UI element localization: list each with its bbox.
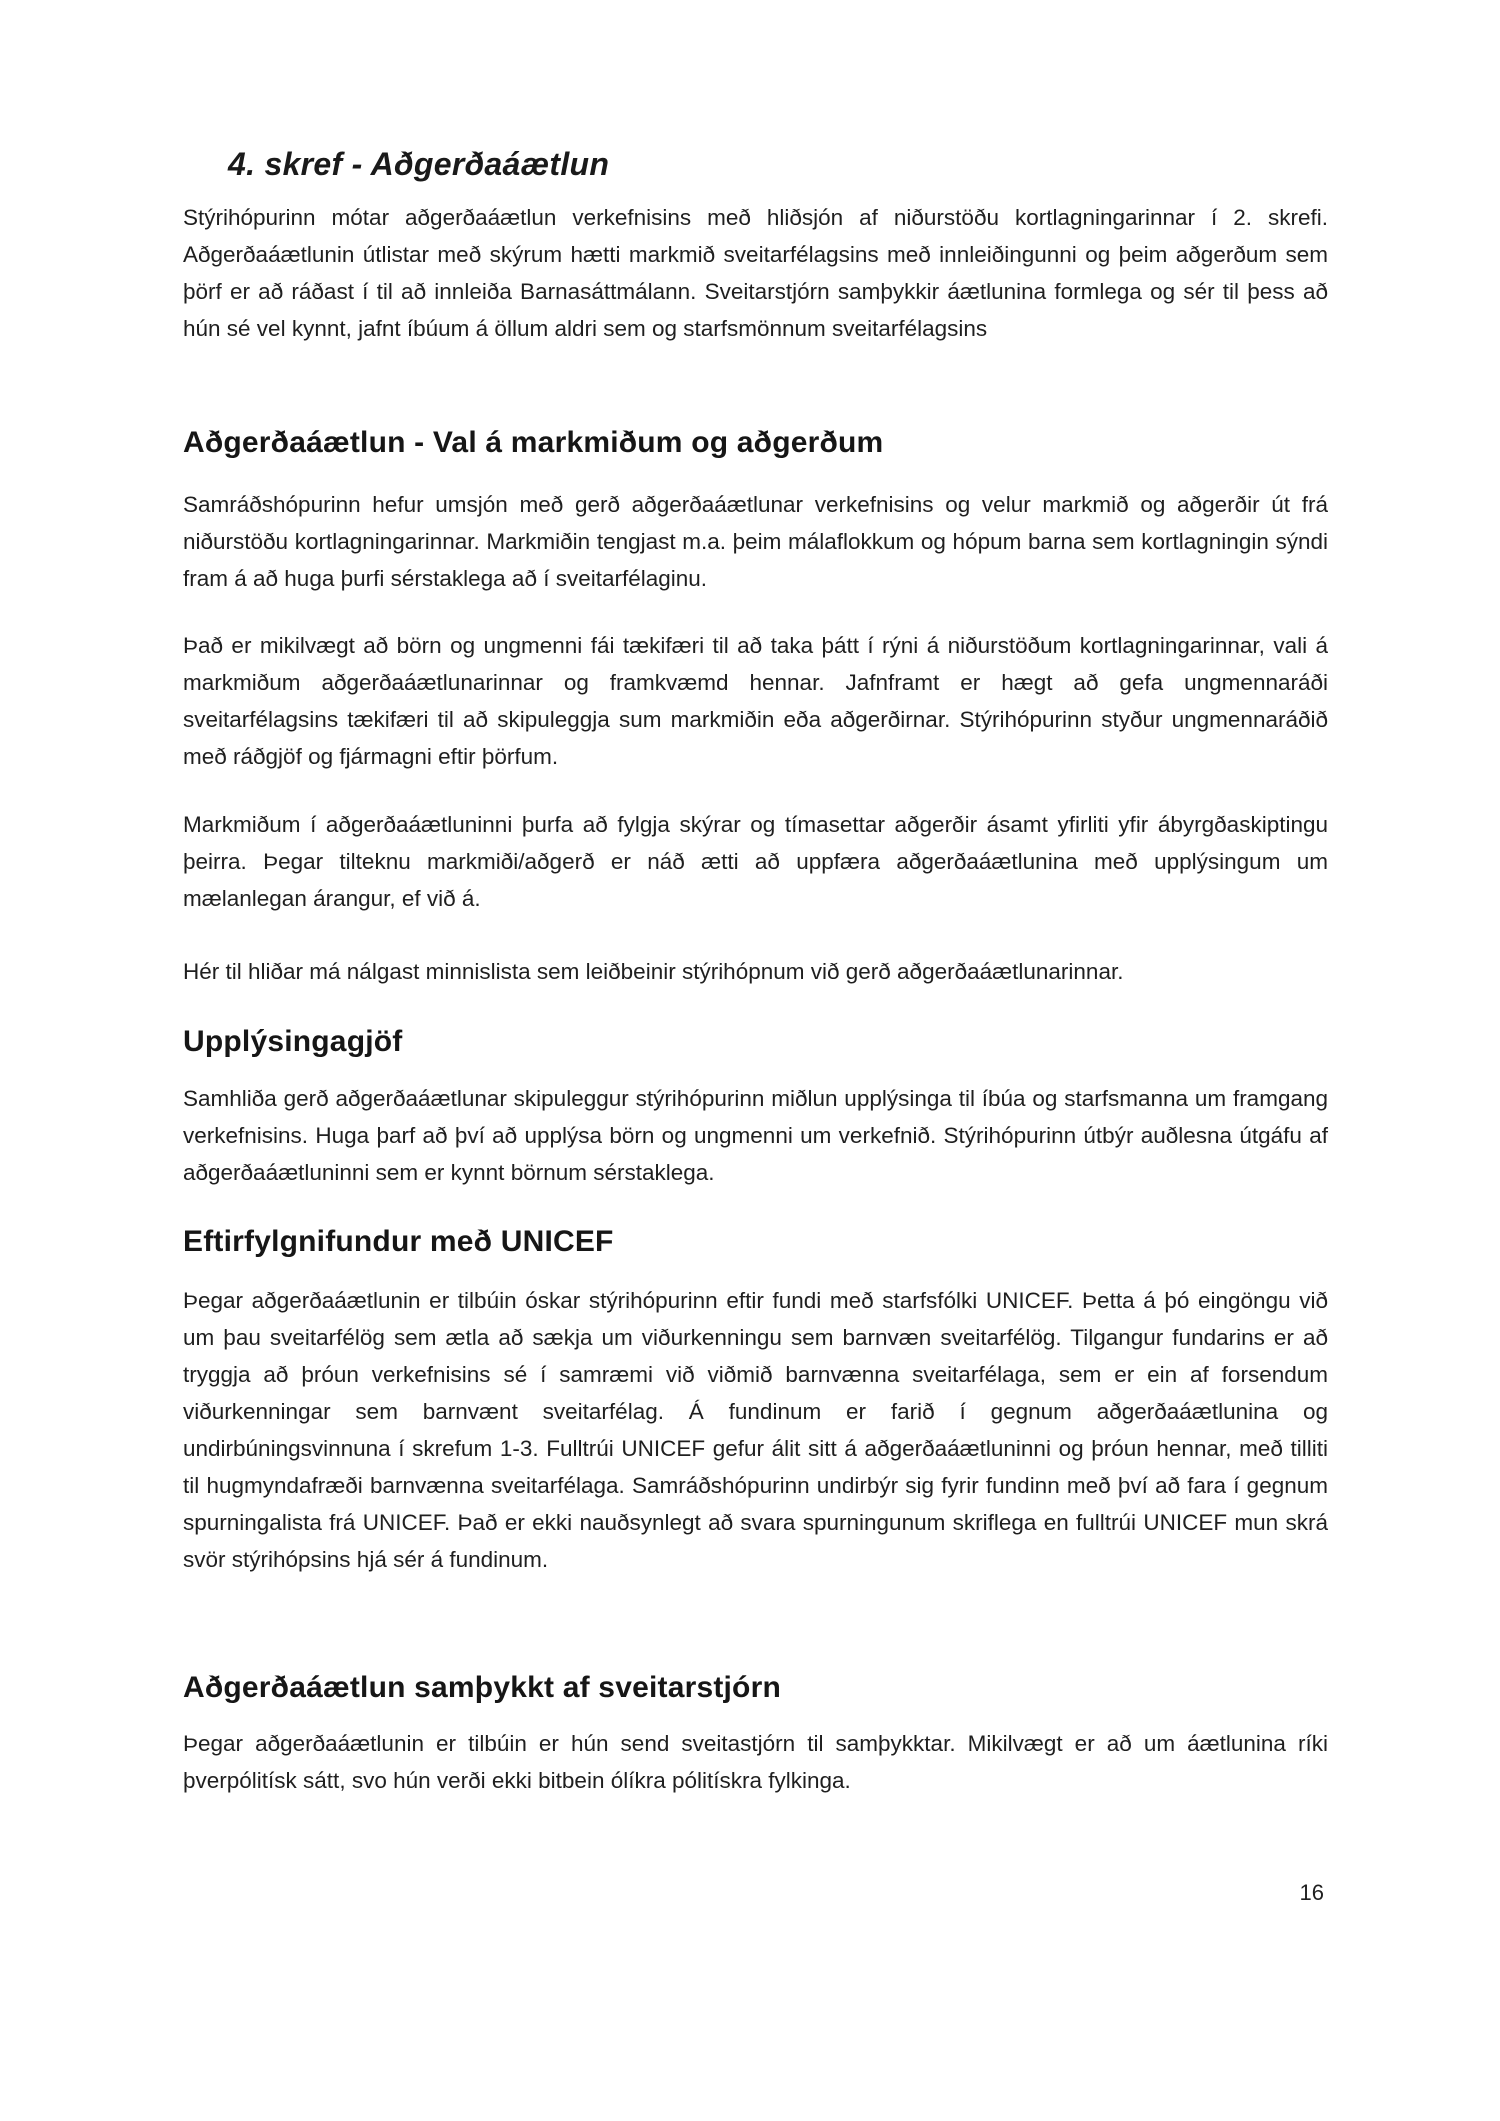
- section-paragraph: Það er mikilvægt að börn og ungmenni fái tækifæri til að taka þátt í rýni á niðurstöðum kortlagningarinnar, vali á markmiðum aðgerðaáætlunarinnar og framkvæmd hennar. Jafnframt er hægt að gefa ungmennaráði sveitarfélagsins tækifæri til að skipuleggja sum markmiðin eða aðgerðirnar. Stýrihópurinn styður ungmennaráðið með ráðgjöf og fjármagni eftir þörfum.: [183, 633, 1328, 769]
- section-paragraph: Samhliða gerð aðgerðaáætlunar skipuleggur stýrihópurinn miðlun upplýsinga til íbúa og starfsmanna um framgang verkefnisins. Huga þarf að því að upplýsa börn og ungmenni um verkefnið. Stýrihópurinn útbýr auðlesna útgáfu af aðgerðaáætluninni sem er kynnt börnum sérstaklega.: [183, 1086, 1328, 1185]
- step-intro-paragraph: Stýrihópurinn mótar aðgerðaáætlun verkefnisins með hliðsjón af niðurstöðu kortlagningarinnar í 2. skrefi. Aðgerðaáætlunin útlistar með skýrum hætti markmið sveitarfélagsins með innleiðingunni og þeim aðgerðum sem þörf er að ráðast í til að innleiða Barnasáttmálann. Sveitarstjórn samþykkir áætlunina formlega og sér til þess að hún sé vel kynnt, jafnt íbúum á öllum aldri sem og starfsmönnum sveitarfélagsins: [183, 205, 1328, 341]
- step-title: 4. skref - Aðgerðaáætlun: [228, 146, 610, 182]
- section-paragraph: Samráðshópurinn hefur umsjón með gerð aðgerðaáætlunar verkefnisins og velur markmið og aðgerðir út frá niðurstöðu kortlagningarinnar. Markmiðin tengjast m.a. þeim málaflokkum og hópum barna sem kortlagningin sýndi fram á að huga þurfi sérstaklega að í sveitarfélaginu.: [183, 492, 1328, 591]
- section-heading-unicef-followup: Eftirfylgnifundur með UNICEF: [183, 1225, 614, 1258]
- section-paragraph: Þegar aðgerðaáætlunin er tilbúin óskar stýrihópurinn eftir fundi með starfsfólki UNICEF. Þetta á þó eingöngu við um þau sveitarfélög sem ætla að sækja um viðurkenningu sem barnvæn sveitarfélög. Tilgangur fundarins er að tryggja að þróun verkefnisins sé í samræmi við viðmið barnvænna sveitarfélaga, sem er ein af forsendum viðurkenningar sem barnvænt sveitarfélag. Á fundinum er farið í gegnum aðgerðaáætlunina og undirbúningsvinnuna í skrefum 1-3. Fulltrúi UNICEF gefur álit sitt á aðgerðaáætluninni og þróun hennar, með tilliti til hugmyndafræði barnvænna sveitarfélaga. Samráðshópurinn undirbýr sig fyrir fundinn með því að fara í gegnum spurningalista frá UNICEF. Það er ekki nauðsynlegt að svara spurningunum skriflega en fulltrúi UNICEF mun skrá svör stýrihópsins hjá sér á fundinum.: [183, 1288, 1328, 1572]
- section-heading-council-approval: Aðgerðaáætlun samþykkt af sveitarstjórn: [183, 1671, 781, 1704]
- section-paragraph: Hér til hliðar má nálgast minnislista sem leiðbeinir stýrihópnum við gerð aðgerðaáætlunarinnar.: [183, 959, 1124, 984]
- section-heading-action-plan: Aðgerðaáætlun - Val á markmiðum og aðgerðum: [183, 426, 884, 459]
- section-paragraph: Markmiðum í aðgerðaáætluninni þurfa að fylgja skýrar og tímasettar aðgerðir ásamt yfirliti yfir ábyrgðaskiptingu þeirra. Þegar tilteknu markmiði/aðgerð er náð ætti að uppfæra aðgerðaáætlunina með upplýsingum um mælanlegan árangur, ef við á.: [183, 812, 1328, 911]
- section-heading-information: Upplýsingagjöf: [183, 1025, 403, 1058]
- section-paragraph: Þegar aðgerðaáætlunin er tilbúin er hún send sveitastjórn til samþykktar. Mikilvægt er að um áætlunina ríki þverpólitísk sátt, svo hún verði ekki bitbein ólíkra pólitískra fylkinga.: [183, 1731, 1328, 1793]
- page-number: 16: [1299, 1880, 1324, 1905]
